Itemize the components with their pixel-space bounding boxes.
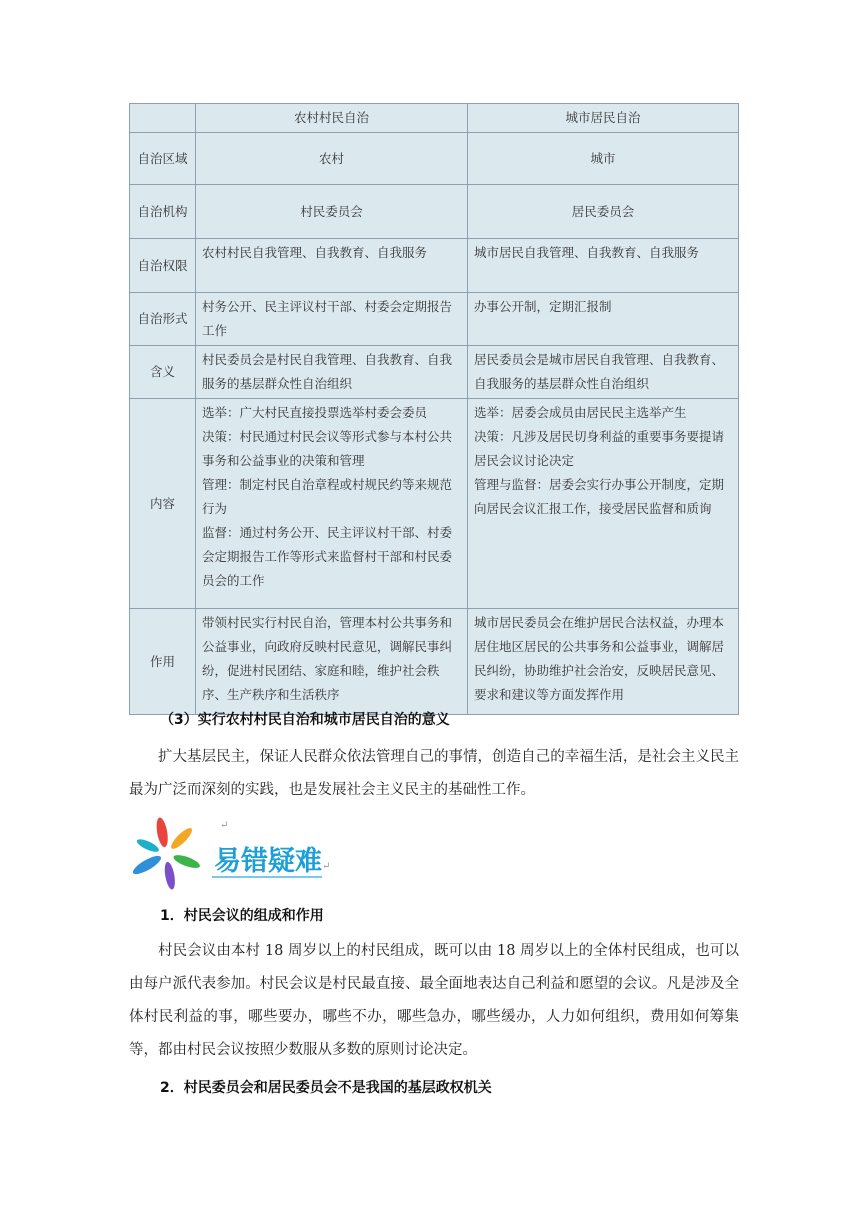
table-row bbox=[130, 185, 739, 239]
rural-cell: 村民委员会 bbox=[196, 185, 468, 239]
table-row bbox=[130, 399, 739, 609]
table-header-cell: 城市居民自治 bbox=[468, 104, 739, 133]
table-row bbox=[130, 293, 739, 346]
rural-cell: 村务公开、民主评议村干部、村委会定期报告工作 bbox=[196, 293, 468, 346]
paragraph-mark: ↵ bbox=[322, 861, 331, 872]
urban-cell: 城市 bbox=[468, 133, 739, 185]
paragraph-mark: ↵ bbox=[220, 820, 229, 831]
row-label: 自治区域 bbox=[130, 133, 196, 185]
row-label: 含义 bbox=[130, 346, 196, 399]
rural-cell: 选举：广大村民直接投票选举村委会委员 决策：村民通过村民会议等形式参与本村公共事务和公益事业的决策和管理 管理：制定村民自治章程或村规民约等来规范行为 监督：通过村务公开、民主评议村干部、村委会定期报告工作等形式来监督村干部和村民委员会的工作 bbox=[196, 399, 468, 609]
urban-cell: 居民委员会 bbox=[468, 185, 739, 239]
flower-logo-icon bbox=[126, 812, 336, 892]
table-row bbox=[130, 609, 739, 715]
row-label: 自治形式 bbox=[130, 293, 196, 346]
section-banner bbox=[126, 812, 336, 892]
table-header-cell: 农村村民自治 bbox=[196, 104, 468, 133]
urban-cell: 城市居民委员会在维护居民合法权益，办理本居住地区居民的公共事务和公益事业，调解居民纠纷，协助维护社会治安，反映居民意见、要求和建议等方面发挥作用 bbox=[468, 609, 739, 715]
table-row bbox=[130, 239, 739, 293]
urban-cell: 城市居民自我管理、自我教育、自我服务 bbox=[468, 239, 739, 293]
table-header-cell bbox=[130, 104, 196, 133]
rural-cell: 农村村民自我管理、自我教育、自我服务 bbox=[196, 239, 468, 293]
comparison-table bbox=[129, 103, 739, 715]
item-1-title: 1．村民会议的组成和作用 bbox=[160, 908, 324, 924]
rural-cell: 农村 bbox=[196, 133, 468, 185]
item-1-paragraph: 村民会议由本村 18 周岁以上的村民组成，既可以由 18 周岁以上的全体村民组成，也可以由每户派代表参加。村民会议是村民最直接、最全面地表达自己利益和愿望的会议。凡是涉及全体村民利益的事，哪些要办，哪些不办，哪些急办，哪些缓办，人力如何组织，费用如何筹集等，都由村民会议按照少数服从多数的原则讨论决定。 bbox=[129, 943, 739, 1058]
urban-cell: 办事公开制，定期汇报制 bbox=[468, 293, 739, 346]
row-label: 作用 bbox=[130, 609, 196, 715]
section-paragraph: 扩大基层民主，保证人民群众依法管理自己的事情，创造自己的幸福生活，是社会主义民主最为广泛而深刻的实践，也是发展社会主义民主的基础性工作。 bbox=[129, 749, 739, 798]
urban-cell: 居民委员会是城市居民自我管理、自我教育、自我服务的基层群众性自治组织 bbox=[468, 346, 739, 399]
rural-cell: 带领村民实行村民自治，管理本村公共事务和公益事业，向政府反映村民意见，调解民事纠纷，促进村民团结、家庭和睦，维护社会秩序、生产秩序和生活秩序 bbox=[196, 609, 468, 715]
row-label: 内容 bbox=[130, 399, 196, 609]
row-label: 自治机构 bbox=[130, 185, 196, 239]
table-header-row bbox=[130, 104, 739, 133]
section-title: （3）实行农村村民自治和城市居民自治的意义 bbox=[160, 712, 450, 728]
table-row bbox=[130, 346, 739, 399]
urban-cell: 选举：居委会成员由居民民主选举产生 决策：凡涉及居民切身利益的重要事务要提请居民会议讨论决定 管理与监督：居委会实行办事公开制度，定期向居民会议汇报工作，接受居民监督和质询 bbox=[468, 399, 739, 609]
item-2-title: 2．村民委员会和居民委员会不是我国的基层政权机关 bbox=[160, 1080, 492, 1096]
banner-title: 易错疑难 bbox=[214, 846, 322, 877]
rural-cell: 村民委员会是村民自我管理、自我教育、自我服务的基层群众性自治组织 bbox=[196, 346, 468, 399]
row-label: 自治权限 bbox=[130, 239, 196, 293]
table-row bbox=[130, 133, 739, 185]
